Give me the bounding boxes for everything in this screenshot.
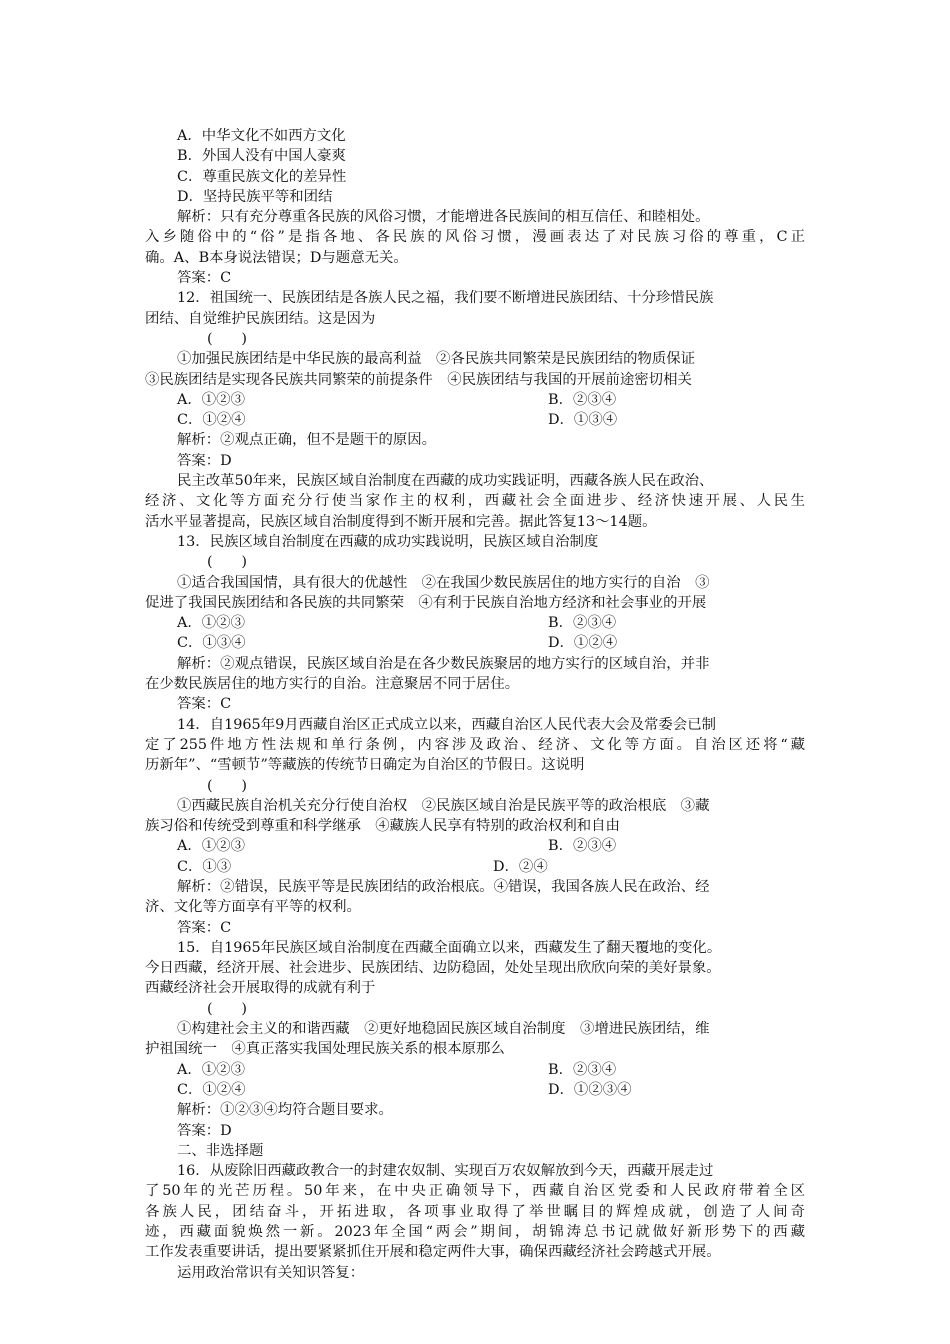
text-line: 族习俗和传统受到尊重和科学继承 ④藏族人民享有特别的政治权利和自由 <box>145 818 620 835</box>
text-line: ①西藏民族自治机关充分行使自治权 ②民族区域自治是民族平等的政治根底 ③藏 <box>177 797 710 814</box>
answer-option: D．①②③④ <box>548 1081 632 1098</box>
option-row <box>145 836 805 856</box>
answer-option: A．①②③ <box>177 391 245 408</box>
answer-option: D．①③④ <box>548 412 618 429</box>
text-line: ( ) <box>207 1000 248 1017</box>
answer-option: B．②③④ <box>548 391 617 408</box>
text-line: 西藏经济社会开展取得的成就有利于 <box>145 980 376 997</box>
text-line: 护祖国统一 ④真正落实我国处理民族关系的根本原那么 <box>145 1041 505 1058</box>
answer-option: B．②③④ <box>548 838 617 855</box>
text-line: 12．祖国统一、民族团结是各族人民之福，我们要不断增进民族团结、十分珍惜民族 <box>177 290 714 307</box>
text-line: 解析：①②③④均符合题目要求。 <box>177 1102 393 1119</box>
text-line: 答案：C <box>177 919 232 936</box>
text-line: 活水平显著提高，民族区域自治制度得到不断开展和完善。据此答复13～14题。 <box>145 513 657 530</box>
text-line: 解析：②观点正确，但不是题干的原因。 <box>177 432 437 449</box>
answer-option: B．②③④ <box>548 1061 617 1078</box>
text-line: 解析：只有充分尊重各民族的风俗习惯，才能增进各民族间的相互信任、和睦相处。 <box>177 209 710 226</box>
option-row <box>145 1080 805 1100</box>
text-line: 各族人民，团结奋斗，开拓进取，各项事业取得了举世瞩目的辉煌成就，创造了人间奇 <box>145 1203 805 1220</box>
text-line: 团结、自觉维护民族团结。这是因为 <box>145 310 376 327</box>
text-line: 运用政治常识有关知识答复： <box>177 1264 365 1281</box>
text-line: ( ) <box>207 777 248 794</box>
text-line: C．尊重民族文化的差异性 <box>177 168 347 185</box>
text-line: 了50年的光芒历程。50年来，在中央正确领导下，西藏自治区党委和人民政府带着全区 <box>145 1183 805 1200</box>
text-line: ( ) <box>207 554 248 571</box>
text-line: D．坚持民族平等和团结 <box>177 188 333 205</box>
document-page <box>145 126 805 1283</box>
option-row <box>145 613 805 633</box>
text-line: 二、非选择题 <box>177 1142 264 1159</box>
text-line: 确。A、B本身说法错误；D与题意无关。 <box>145 249 408 266</box>
answer-option: D．②④ <box>493 858 548 875</box>
answer-option: A．①②③ <box>177 838 245 855</box>
text-line: B．外国人没有中国人豪爽 <box>177 148 346 165</box>
text-line: A．中华文化不如西方文化 <box>177 128 346 144</box>
text-line: 解析：②错误，民族平等是民族团结的政治根底。④错误，我国各族人民在政治、经 <box>177 878 710 895</box>
answer-option: D．①②④ <box>548 635 618 652</box>
answer-option: A．①②③ <box>177 615 245 632</box>
text-line: 济、文化等方面享有平等的权利。 <box>145 899 361 916</box>
option-row <box>145 390 805 410</box>
text-line: 历新年”、“雪顿节”等藏族的传统节日确定为自治区的节假日。这说明 <box>145 757 585 774</box>
text-line: 入乡随俗中的“俗”是指各地、各民族的风俗习惯，漫画表达了对民族习俗的尊重，C正 <box>145 229 805 246</box>
answer-option: A．①②③ <box>177 1061 245 1078</box>
text-line: ③民族团结是实现各民族共同繁荣的前提条件 ④民族团结与我国的开展前途密切相关 <box>145 371 692 388</box>
option-row <box>145 857 805 877</box>
option-row <box>145 633 805 653</box>
text-line: 15．自1965年民族区域自治制度在西藏全面确立以来，西藏发生了翻天覆地的变化。 <box>177 939 722 956</box>
answer-option: C．①③ <box>177 858 232 875</box>
text-line: 解析：②观点错误，民族区域自治是在各少数民族聚居的地方实行的区域自治，并非 <box>177 655 710 672</box>
text-line: ( ) <box>207 330 248 347</box>
text-line: 工作发表重要讲话，提出要紧紧抓住开展和稳定两件大事，确保西藏经济社会跨越式开展。 <box>145 1244 721 1261</box>
text-line: ①构建社会主义的和谐西藏 ②更好地稳固民族区域自治制度 ③增进民族团结，维 <box>177 1021 710 1038</box>
text-line: 民主改革50年来，民族区域自治制度在西藏的成功实践证明，西藏各族人民在政治、 <box>177 473 714 490</box>
text-line: 促进了我国民族团结和各民族的共同繁荣 ④有利于民族自治地方经济和社会事业的开展 <box>145 594 707 611</box>
text-line: 16．从废除旧西藏政教合一的封建农奴制、实现百万农奴解放到今天，西藏开展走过 <box>177 1163 714 1180</box>
text-line: ①加强民族团结是中华民族的最高利益 ②各民族共同繁荣是民族团结的物质保证 <box>177 351 696 368</box>
text-line: 答案：C <box>177 270 232 287</box>
answer-option: C．①②④ <box>177 1081 246 1098</box>
option-row <box>145 1060 805 1080</box>
text-line: 经济、文化等方面充分行使当家作主的权利，西藏社会全面进步、经济快速开展、人民生 <box>145 493 805 510</box>
text-line: 答案：C <box>177 696 232 713</box>
text-line: 定了255件地方性法规和单行条例，内容涉及政治、经济、文化等方面。自治区还将“藏 <box>145 736 805 753</box>
text-line: 答案：D <box>177 1122 232 1139</box>
text-line: 迹，西藏面貌焕然一新。2023年全国“两会”期间，胡锦涛总书记就做好新形势下的西藏 <box>145 1224 805 1241</box>
text-line: 答案：D <box>177 452 232 469</box>
text-line: ①适合我国国情，具有很大的优越性 ②在我国少数民族居住的地方实行的自治 ③ <box>177 574 710 591</box>
answer-option: C．①③④ <box>177 635 246 652</box>
text-line: 今日西藏，经济开展、社会进步、民族团结、边防稳固，处处呈现出欣欣向荣的美好景象。 <box>145 960 721 977</box>
text-line: 在少数民族居住的地方实行的自治。注意聚居不同于居住。 <box>145 676 520 693</box>
text-line: 14．自1965年9月西藏自治区正式成立以来，西藏自治区人民代表大会及常委会已制 <box>177 716 716 733</box>
answer-option: B．②③④ <box>548 615 617 632</box>
answer-option: C．①②④ <box>177 412 246 429</box>
text-line: 13．民族区域自治制度在西藏的成功实践说明，民族区域自治制度 <box>177 533 599 550</box>
option-row <box>145 410 805 430</box>
